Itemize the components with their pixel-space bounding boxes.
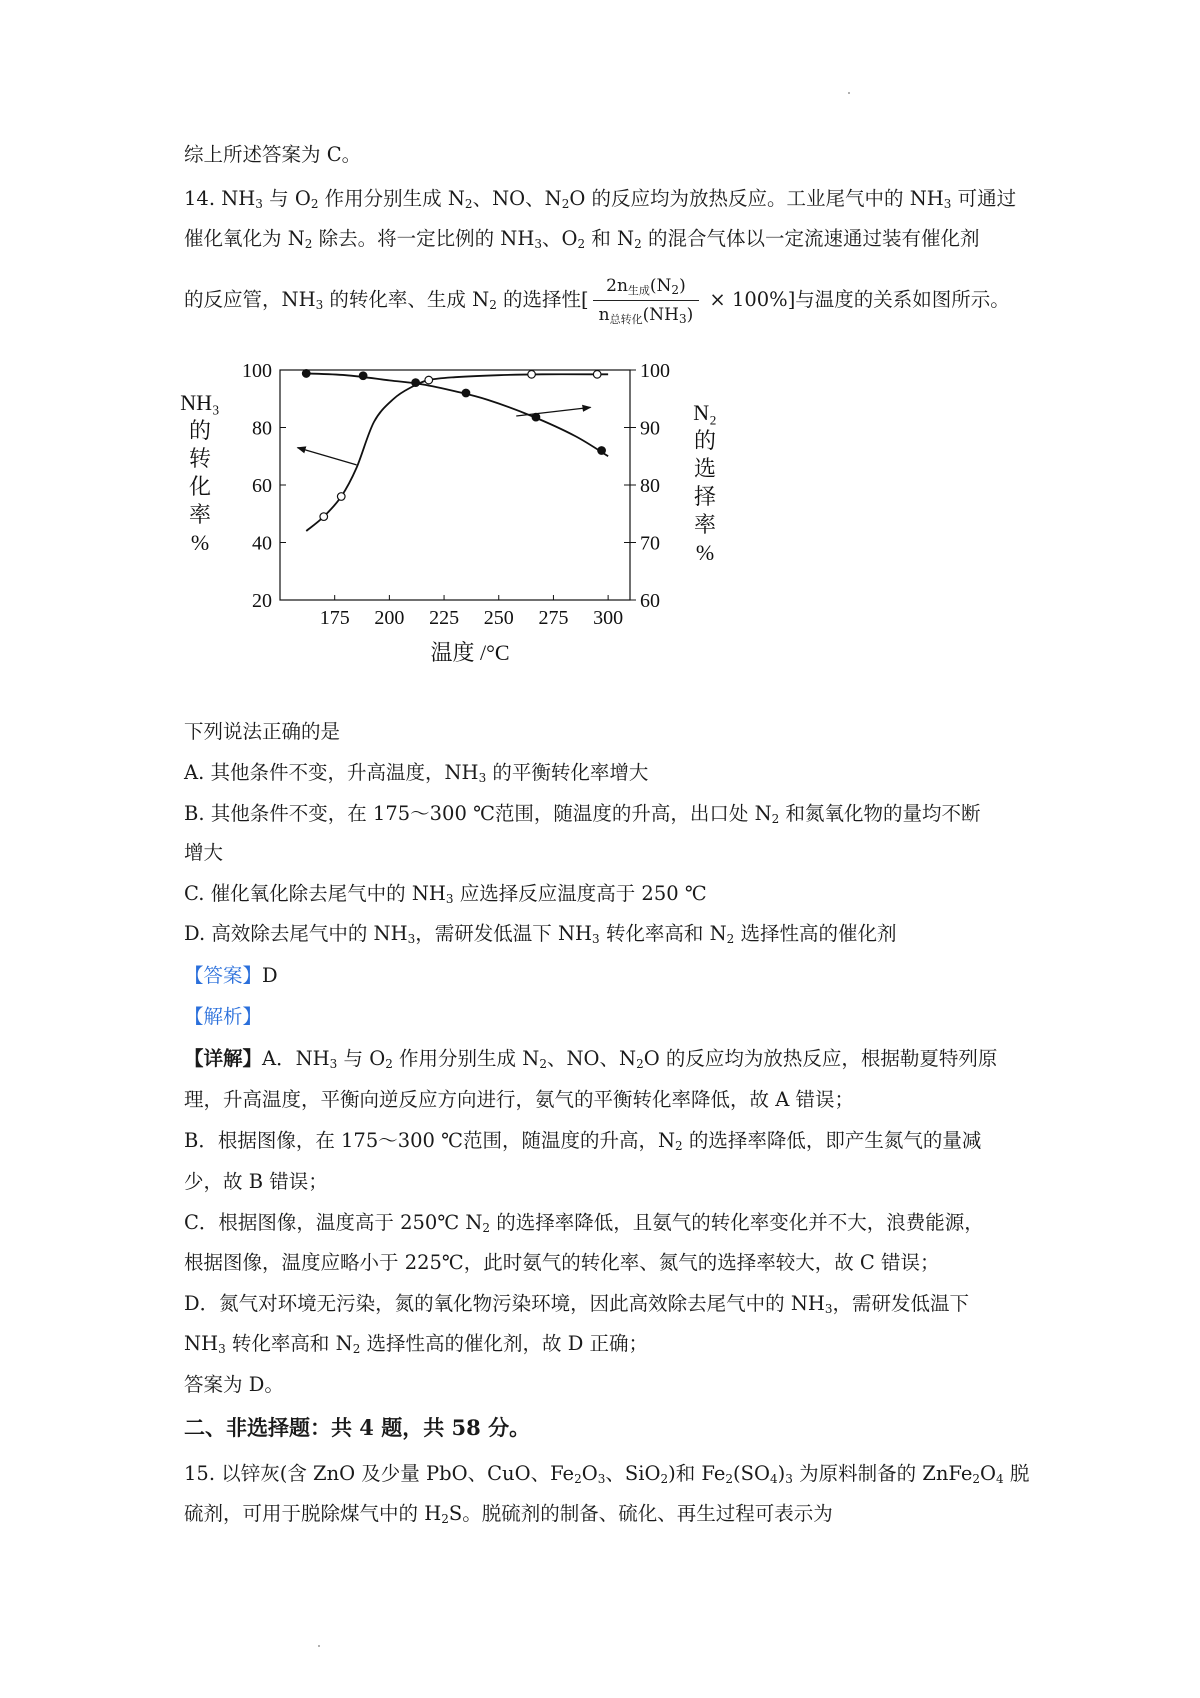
- answer-line: [184, 962, 278, 990]
- explain-line9: 答案为 D。: [184, 1373, 284, 1396]
- y-right-tick-label-90: 90: [640, 417, 660, 440]
- x-tick-label-300: 300: [593, 607, 624, 629]
- series-line-right: [306, 373, 608, 456]
- y-right-tick-label-100: 100: [640, 360, 670, 382]
- explain-line1: 【详解】A．$NH_3$ 与 $O_2$ 作用分别生成 $N_2$、NO、$N_2O$ 的反应均为放热反应，根据勒夏特列原: [184, 1047, 998, 1071]
- q15-line2: 硫剂，可用于脱除煤气中的 $H_2S$。脱硫剂的制备、硫化、再生过程可表示为: [184, 1502, 833, 1526]
- analysis-tag: 【解析】: [184, 1005, 263, 1028]
- series-point-left: [320, 513, 328, 521]
- conversion-selectivity-chart: [170, 355, 730, 665]
- answer-tag: 【答案】: [184, 964, 263, 987]
- y-left-tick-label-100: 100: [242, 360, 272, 382]
- y-left-label-line: NH₃: [180, 390, 220, 415]
- axis-pointer-arrow-right: [516, 407, 590, 416]
- answer-value: D: [262, 964, 278, 987]
- option-a: A. 其他条件不变，升高温度，$NH_3$ 的平衡转化率增大: [184, 761, 649, 785]
- explain-line6: 根据图像，温度应略小于 225℃，此时氨气的转化率、氮气的选择率较大，故 C 错误；: [184, 1251, 940, 1274]
- y-right-tick-label-70: 70: [640, 532, 660, 555]
- explain-line3: B．根据图像，在 175～300 ℃范围，随温度的升高，$N_2$ 的选择率降低，即产生氮气的量减: [184, 1129, 982, 1153]
- y-left-label-line: 转: [188, 446, 212, 471]
- series-point-left: [337, 493, 345, 501]
- scan-dot: [848, 92, 850, 94]
- q14-stem-line3: 的反应管，$NH_3$ 的转化率、生成 $N_2$ 的选择性[ $\frac{2n_{生成}(N_2)}{n_{总转化}(NH_3)}$ × 100%]与温度的关系如图所示。: [184, 276, 1010, 326]
- series-point-right: [359, 372, 367, 380]
- y-left-label-line: 的: [188, 418, 212, 443]
- series-point-left: [425, 376, 433, 384]
- explain-line2: 理，升高温度，平衡向逆反应方向进行，氨气的平衡转化率降低，故 A 错误；: [184, 1088, 854, 1111]
- explain-line7: D．氮气对环境无污染，氮的氧化物污染环境，因此高效除去尾气中的 $NH_3$，需研发低温下: [184, 1292, 970, 1316]
- series-point-right: [462, 389, 470, 397]
- series-point-right: [302, 370, 310, 378]
- selectivity-fraction: $\frac{2n_{生成}(N_2)}{n_{总转化}(NH_3)}$: [593, 274, 700, 327]
- y-right-label-line: 选: [693, 456, 717, 481]
- explain-line4: 少，故 B 错误；: [184, 1170, 328, 1193]
- option-b-cont: 增大: [184, 841, 224, 864]
- x-axis-label: 温度 /°C: [430, 640, 510, 665]
- x-tick-label-200: 200: [374, 607, 405, 629]
- option-c: C. 催化氧化除去尾气中的 $NH_3$ 应选择反应温度高于 250 ℃: [184, 882, 707, 906]
- y-left-label-line: 率: [188, 502, 212, 527]
- explain-line8: $NH_3$ 转化率高和 $N_2$ 选择性高的催化剂，故 D 正确；: [184, 1332, 649, 1356]
- series-point-right: [412, 379, 420, 387]
- y-left-tick-label-20: 20: [252, 590, 272, 612]
- plot-frame: [280, 370, 630, 600]
- y-right-tick-label-60: 60: [640, 590, 660, 612]
- prev-conclusion: 综上所述答案为 C。: [184, 143, 362, 166]
- q14-stem-line1: 14. $NH_3$ 与 $O_2$ 作用分别生成 $N_2$、NO、$N_2O$ 的反应均为放热反应。工业尾气中的 $NH_3$ 可通过: [184, 187, 1017, 211]
- axis-pointer-arrow-left: [298, 448, 357, 465]
- series-line-left: [306, 374, 608, 531]
- series-point-right: [598, 447, 606, 455]
- y-right-label-line: 择: [693, 484, 717, 509]
- y-right-label-line: 的: [693, 428, 717, 453]
- x-tick-label-175: 175: [319, 607, 350, 629]
- option-d: D. 高效除去尾气中的 $NH_3$，需研发低温下 $NH_3$ 转化率高和 $N_2$ 选择性高的催化剂: [184, 922, 897, 946]
- y-right-label-line: 率: [693, 512, 717, 537]
- y-left-label-line: %: [190, 530, 210, 555]
- y-left-tick-label-80: 80: [252, 417, 272, 440]
- q14-ask: 下列说法正确的是: [184, 720, 341, 743]
- x-tick-label-225: 225: [429, 607, 460, 629]
- x-tick-label-275: 275: [538, 607, 569, 629]
- y-right-label-line: N₂: [693, 400, 717, 425]
- y-left-tick-label-40: 40: [252, 532, 272, 555]
- y-left-label-line: 化: [188, 474, 212, 499]
- x-tick-label-250: 250: [483, 607, 514, 629]
- option-b: B. 其他条件不变，在 175～300 ℃范围，随温度的升高，出口处 $N_2$ 和氮氧化物的量均不断: [184, 802, 981, 826]
- section-heading: 二、非选择题：共 4 题，共 58 分。: [184, 1415, 531, 1440]
- y-left-tick-label-60: 60: [252, 475, 272, 497]
- scan-dot: [318, 1645, 320, 1647]
- q15-line1: 15. 以锌灰(含 ZnO 及少量 PbO、CuO、$Fe_2O_3$、SiO$_2$)和 $Fe_2(SO_4)_3$ 为原料制备的 $ZnFe_2O_4$ 脱: [184, 1462, 1030, 1486]
- q14-stem-line2: 催化氧化为 $N_2$ 除去。将一定比例的 $NH_3$、$O_2$ 和 $N_2$ 的混合气体以一定流速通过装有催化剂: [184, 227, 980, 251]
- detail-tag: 【详解】: [184, 1047, 263, 1070]
- series-point-left: [593, 371, 601, 379]
- series-point-left: [528, 371, 536, 379]
- y-right-label-line: %: [695, 540, 715, 565]
- explain-line5: C．根据图像，温度高于 250℃ $N_2$ 的选择率降低，且氨气的转化率变化并不大，浪费能源，: [184, 1211, 984, 1235]
- y-right-tick-label-80: 80: [640, 475, 660, 497]
